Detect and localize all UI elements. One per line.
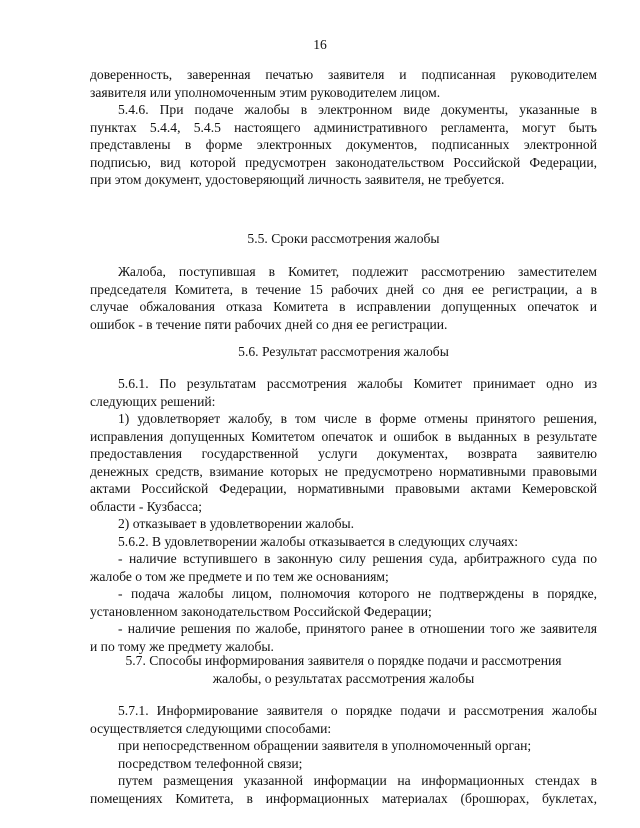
text-line: установленном законодательством Российской Федерации; bbox=[90, 603, 432, 619]
text-line: - наличие решения по жалобе, принятого ранее в отношении того же заявителя bbox=[118, 621, 597, 636]
text-line: предоставления государственной услуги документах, возврата заявителю bbox=[90, 446, 597, 461]
paragraph-decision-2 bbox=[90, 515, 597, 533]
text-line: при этом документ, удостоверяющий личность заявителя, не требуется. bbox=[90, 172, 505, 187]
text-line: осуществляется следующими способами: bbox=[90, 720, 332, 736]
text-line: 5.6.2. В удовлетворении жалобы отказывается в следующих случаях: bbox=[118, 533, 519, 549]
paragraph-5-6-1 bbox=[90, 375, 597, 410]
text-line: заявителя или уполномоченным этим руководителем лицом. bbox=[90, 84, 441, 100]
text-line: доверенность, заверенная печатью заявителя и подписанная руководителем bbox=[90, 67, 597, 82]
text-line: области - Кузбасса; bbox=[90, 498, 202, 514]
text-line: при непосредственном обращении заявителя в уполномоченный орган; bbox=[118, 738, 532, 753]
heading-text-line2: жалобы, о результатах рассмотрения жалобы bbox=[212, 671, 475, 686]
text-line: - подача жалобы лицом, полномочия которого не подтверждены в порядке, bbox=[118, 586, 597, 601]
text-line: и по тому же предмету жалобы. bbox=[90, 638, 274, 654]
text-line: подписью, вид которой предусмотрен законодательством Российской Федерации, bbox=[90, 154, 597, 170]
text-line: денежных средств, взимание которых не предусмотрено нормативными правовыми bbox=[90, 463, 597, 479]
paragraph-reason-authority bbox=[90, 585, 597, 620]
paragraph-reason-previous bbox=[90, 620, 597, 655]
text-line: пунктах 5.4.4, 5.4.5 настоящего административного регламента, могут быть bbox=[90, 119, 597, 135]
text-line: случае обжалования отказа Комитета в исправлении допущенных опечаток и bbox=[90, 299, 597, 314]
heading-text: 5.6. Результат рассмотрения жалобы bbox=[238, 344, 449, 359]
paragraph-5-6-2 bbox=[90, 533, 597, 551]
text-line: - наличие вступившего в законную силу решения суда, арбитражного суда по bbox=[118, 551, 597, 566]
text-line: 1) удовлетворяет жалобу, в том числе в форме отмены принятого решения, bbox=[118, 411, 597, 426]
text-line: посредством телефонной связи; bbox=[118, 755, 303, 771]
text-line: жалобе о том же предмете и по тем же основаниям; bbox=[90, 568, 389, 584]
text-line: Жалоба, поступившая в Комитет, подлежит рассмотрению заместителем bbox=[118, 264, 597, 279]
text-line: следующих решений: bbox=[90, 393, 216, 409]
text-line: 5.6.1. По результатам рассмотрения жалобы Комитет принимает одно из bbox=[118, 376, 597, 391]
text-line: исправления допущенных Комитетом опечаток и ошибок в выданных в результате bbox=[90, 428, 597, 444]
paragraph-decision-1 bbox=[90, 410, 597, 515]
paragraph-method-stands bbox=[90, 772, 597, 807]
paragraph-method-phone bbox=[90, 755, 597, 773]
page-number: 16 bbox=[313, 37, 327, 52]
text-line: 2) отказывает в удовлетворении жалобы. bbox=[118, 516, 355, 531]
text-line: председателя Комитета, в течение 15 рабочих дней со дня ее регистрации, а в bbox=[90, 281, 597, 297]
paragraph-method-direct bbox=[90, 737, 597, 755]
paragraph-power-of-attorney bbox=[90, 66, 597, 101]
paragraph-5-7-1 bbox=[90, 702, 597, 737]
text-line: помещениях Комитета, в информационных материалах (брошюрах, буклетах, bbox=[90, 790, 597, 806]
section-heading-5-7 bbox=[90, 652, 597, 688]
section-heading-5-5 bbox=[90, 230, 597, 248]
heading-text-line1: 5.7. Способы информирования заявителя о порядке подачи и рассмотрения bbox=[125, 653, 562, 668]
text-line: представлены в форме электронных документов, подписанных электронной bbox=[90, 137, 597, 152]
paragraph-reason-court bbox=[90, 550, 597, 585]
text-line: путем размещения указанной информации на информационных стендах в bbox=[118, 773, 597, 788]
text-line: 5.7.1. Информирование заявителя о порядке подачи и рассмотрения жалобы bbox=[118, 703, 597, 718]
text-line: ошибок - в течение пяти рабочих дней со дня ее регистрации. bbox=[90, 316, 448, 332]
paragraph-5-4-6 bbox=[90, 101, 597, 189]
text-line: актами Российской Федерации, нормативными правовыми актами Кемеровской bbox=[90, 481, 597, 496]
text-line: 5.4.6. При подаче жалобы в электронном виде документы, указанные в bbox=[118, 102, 597, 117]
section-heading-5-6 bbox=[90, 343, 597, 361]
paragraph-5-5 bbox=[90, 263, 597, 333]
heading-text: 5.5. Сроки рассмотрения жалобы bbox=[247, 231, 440, 246]
